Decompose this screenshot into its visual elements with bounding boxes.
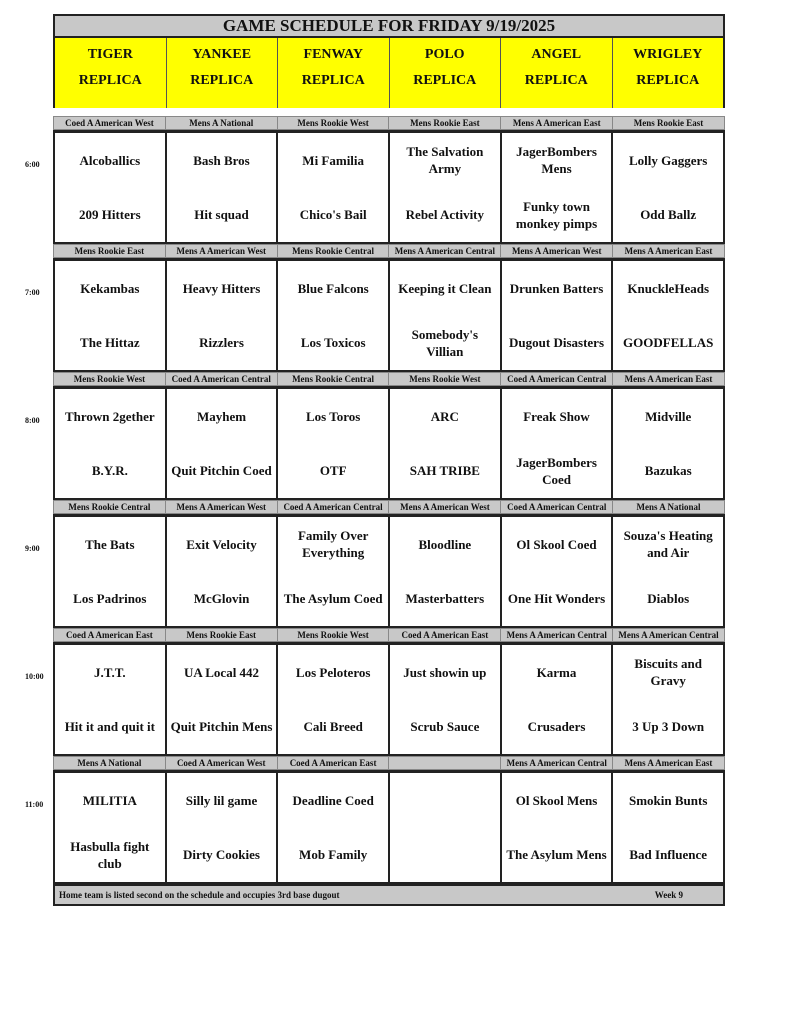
division-label: Mens Rookie Central xyxy=(278,245,390,257)
away-team: Mayhem xyxy=(196,408,247,424)
division-label: Coed A American Central xyxy=(166,373,278,385)
home-team: Los Padrinos xyxy=(73,591,147,607)
game-row xyxy=(53,514,725,628)
division-label: Coed A American East xyxy=(54,629,166,641)
home-team: Quit Pitchin Mens xyxy=(170,719,273,735)
home-team: 3 Up 3 Down xyxy=(632,719,705,735)
game-cell xyxy=(165,258,279,372)
away-team: Thrown 2gether xyxy=(64,408,155,424)
away-team: KnuckleHeads xyxy=(627,280,709,296)
footer-note: Home team is listed second on the schedule and occupies 3rd base dugout xyxy=(59,890,340,900)
division-label: Mens Rookie West xyxy=(54,373,166,385)
home-team: Rebel Activity xyxy=(405,207,485,223)
home-team: GOODFELLAS xyxy=(623,335,714,351)
division-label: Mens A National xyxy=(54,757,166,769)
away-team: Just showin up xyxy=(403,664,487,680)
game-row xyxy=(53,642,725,756)
division-label xyxy=(389,757,501,769)
away-team: Ol Skool Coed xyxy=(516,536,597,552)
home-team: Odd Ballz xyxy=(640,207,697,223)
game-cell xyxy=(388,258,502,372)
home-team: The Asylum Coed xyxy=(283,591,383,607)
game-cell xyxy=(611,258,725,372)
field-name: FENWAY xyxy=(303,47,363,62)
schedule-title: GAME SCHEDULE FOR FRIDAY 9/19/2025 xyxy=(53,14,725,38)
field-name: WRIGLEY xyxy=(633,47,703,62)
away-team: The Salvation Army xyxy=(406,144,484,177)
field-name: ANGEL xyxy=(531,47,582,62)
home-team: Dirty Cookies xyxy=(183,847,260,863)
division-label: Mens A American East xyxy=(501,117,613,129)
away-team: Keeping it Clean xyxy=(398,280,492,296)
away-team: Lolly Gaggers xyxy=(629,152,708,168)
home-team: Hit it and quit it xyxy=(64,719,155,735)
away-team: Kekambas xyxy=(80,280,140,296)
time-slot-block xyxy=(25,372,725,500)
home-team: Quit Pitchin Coed xyxy=(171,463,272,479)
field-sub: REPLICA xyxy=(78,73,142,88)
week-label: Week 9 xyxy=(654,890,683,900)
game-cell xyxy=(500,642,614,756)
home-team: 209 Hitters xyxy=(78,207,141,223)
game-cell xyxy=(500,258,614,372)
game-cell xyxy=(388,642,502,756)
division-label: Mens Rookie East xyxy=(166,629,278,641)
away-team: MILITIA xyxy=(82,792,137,808)
game-cell xyxy=(53,514,167,628)
away-team: ARC xyxy=(430,408,459,424)
division-label: Coed A American Central xyxy=(278,501,390,513)
field-header xyxy=(613,38,724,108)
field-header xyxy=(167,38,279,108)
away-team: Smokin Bunts xyxy=(628,792,708,808)
home-team: Masterbatters xyxy=(405,591,485,607)
away-team: The Bats xyxy=(85,536,135,552)
home-team: The Asylum Mens xyxy=(506,847,607,863)
game-cell xyxy=(611,130,725,244)
field-header xyxy=(501,38,613,108)
home-team: SAH TRIBE xyxy=(409,463,480,479)
game-row xyxy=(53,770,725,884)
game-row xyxy=(53,258,725,372)
game-cell xyxy=(611,642,725,756)
field-sub: REPLICA xyxy=(301,73,365,88)
game-cell xyxy=(500,514,614,628)
game-cell xyxy=(165,386,279,500)
division-row xyxy=(53,372,725,386)
away-team: Blue Falcons xyxy=(297,280,369,296)
away-team: Silly lil game xyxy=(185,792,258,808)
home-team: McGlovin xyxy=(193,591,250,607)
division-label: Mens A American West xyxy=(501,245,613,257)
division-label: Mens A National xyxy=(636,502,701,512)
division-label: Mens Rookie East xyxy=(389,117,501,129)
division-row xyxy=(53,244,725,258)
game-cell xyxy=(53,386,167,500)
field-sub: REPLICA xyxy=(636,73,700,88)
division-label: Coed A American West xyxy=(166,757,278,769)
field-sub: REPLICA xyxy=(190,73,254,88)
game-cell xyxy=(165,130,279,244)
division-label: Mens Rookie West xyxy=(278,629,390,641)
game-cell xyxy=(611,770,725,884)
division-label: Mens Rookie Central xyxy=(278,373,390,385)
home-team: Mob Family xyxy=(299,847,368,863)
game-cell xyxy=(53,258,167,372)
game-cell xyxy=(500,386,614,500)
away-team: Deadline Coed xyxy=(292,792,374,808)
division-label: Mens A American West xyxy=(166,501,278,513)
home-team: Bad Influence xyxy=(629,847,708,863)
away-team: Alcoballics xyxy=(79,152,141,168)
time-label: 10:00 xyxy=(25,672,44,681)
time-label: 11:00 xyxy=(25,800,44,809)
home-team: JagerBombers Coed xyxy=(516,454,597,487)
home-team: Chico's Bail xyxy=(299,207,367,223)
away-team: Mi Familia xyxy=(302,152,365,168)
time-label: 9:00 xyxy=(25,544,40,553)
division-label: Mens A American East xyxy=(624,374,713,384)
home-team: Scrub Sauce xyxy=(410,719,480,735)
away-team: J.T.T. xyxy=(94,664,126,680)
home-team: OTF xyxy=(319,463,347,479)
field-header xyxy=(278,38,390,108)
game-cell xyxy=(165,770,279,884)
field-header xyxy=(55,38,167,108)
game-cell xyxy=(53,770,167,884)
division-row xyxy=(53,756,725,770)
division-label: Coed A American East xyxy=(278,757,390,769)
field-header-row xyxy=(53,38,725,108)
away-team: Bash Bros xyxy=(193,152,250,168)
away-team: Drunken Batters xyxy=(509,280,604,296)
game-cell xyxy=(276,386,390,500)
time-slot-block xyxy=(25,244,725,372)
division-label: Mens A American East xyxy=(624,758,713,768)
time-slot-block xyxy=(25,116,725,244)
away-team: Ol Skool Mens xyxy=(515,792,598,808)
away-team: Heavy Hitters xyxy=(182,280,261,296)
field-header xyxy=(390,38,502,108)
schedule-sheet xyxy=(25,14,725,906)
time-label: 6:00 xyxy=(25,160,40,169)
home-team xyxy=(390,828,500,883)
division-label: Mens Rookie West xyxy=(389,373,501,385)
away-team: Souza's Heating and Air xyxy=(623,528,713,561)
time-slot-block xyxy=(25,500,725,628)
division-label: Mens A American Central xyxy=(501,629,613,641)
division-label: Mens A National xyxy=(166,117,278,129)
division-label: Mens Rookie East xyxy=(54,245,166,257)
time-slot-block xyxy=(25,756,725,884)
home-team: The Hittaz xyxy=(80,335,140,351)
division-label: Mens Rookie West xyxy=(278,117,390,129)
game-cell xyxy=(611,514,725,628)
division-label: Mens Rookie East xyxy=(633,118,704,128)
game-cell xyxy=(276,770,390,884)
home-team: Hit squad xyxy=(194,207,249,223)
division-label: Coed A American East xyxy=(389,629,501,641)
home-team: Rizzlers xyxy=(199,335,244,351)
field-name: TIGER xyxy=(87,47,133,62)
game-cell xyxy=(500,770,614,884)
division-row xyxy=(53,628,725,642)
away-team: Biscuits and Gravy xyxy=(634,656,702,689)
home-team: Somebody's Villian xyxy=(411,326,479,359)
game-cell xyxy=(388,514,502,628)
division-label: Mens A American West xyxy=(389,501,501,513)
home-team: Cali Breed xyxy=(303,719,363,735)
away-team: Midville xyxy=(645,408,692,424)
game-cell xyxy=(276,130,390,244)
division-label: Mens A American West xyxy=(166,245,278,257)
time-slot-block xyxy=(25,628,725,756)
home-team: Los Toxicos xyxy=(300,335,366,351)
away-team: Exit Velocity xyxy=(186,536,257,552)
division-label: Mens Rookie Central xyxy=(54,501,166,513)
game-cell xyxy=(276,514,390,628)
away-team: Bloodline xyxy=(418,536,472,552)
game-cell xyxy=(276,258,390,372)
home-team: Dugout Disasters xyxy=(509,335,605,351)
time-label: 8:00 xyxy=(25,416,40,425)
field-name: YANKEE xyxy=(192,47,252,62)
game-cell xyxy=(53,130,167,244)
home-team: Hasbulla fight club xyxy=(70,838,150,871)
away-team: Freak Show xyxy=(523,408,590,424)
division-label: Mens A American Central xyxy=(618,630,719,640)
division-label: Coed A American Central xyxy=(501,373,613,385)
field-sub: REPLICA xyxy=(524,73,588,88)
division-label: Mens A American East xyxy=(624,246,713,256)
game-cell xyxy=(611,386,725,500)
game-row xyxy=(53,386,725,500)
game-row xyxy=(53,130,725,244)
division-row xyxy=(53,500,725,514)
home-team: B.Y.R. xyxy=(91,463,128,479)
away-team: Family Over Everything xyxy=(297,528,369,561)
game-cell xyxy=(165,514,279,628)
home-team: Crusaders xyxy=(527,719,586,735)
time-label: 7:00 xyxy=(25,288,40,297)
time-slots xyxy=(25,116,725,884)
home-team: Bazukas xyxy=(644,463,692,479)
field-sub: REPLICA xyxy=(413,73,477,88)
away-team: JagerBombers Mens xyxy=(516,144,597,177)
home-team: Diablos xyxy=(647,591,690,607)
game-cell xyxy=(388,770,502,884)
away-team: Los Peloteros xyxy=(295,664,371,680)
schedule-footer xyxy=(53,884,725,906)
home-team: Funky town monkey pimps xyxy=(515,198,598,231)
game-cell xyxy=(53,642,167,756)
away-team: UA Local 442 xyxy=(183,664,260,680)
division-row xyxy=(53,116,725,130)
game-cell xyxy=(500,130,614,244)
division-label: Coed A American West xyxy=(54,117,166,129)
division-label: Mens A American Central xyxy=(501,757,613,769)
field-name: POLO xyxy=(424,47,465,62)
division-label: Mens A American Central xyxy=(389,245,501,257)
away-team: Los Toros xyxy=(306,408,361,424)
away-team: Karma xyxy=(536,664,577,680)
game-cell xyxy=(388,130,502,244)
away-team xyxy=(390,773,500,828)
game-cell xyxy=(276,642,390,756)
home-team: One Hit Wonders xyxy=(507,591,606,607)
division-label: Coed A American Central xyxy=(501,501,613,513)
game-cell xyxy=(388,386,502,500)
game-cell xyxy=(165,642,279,756)
